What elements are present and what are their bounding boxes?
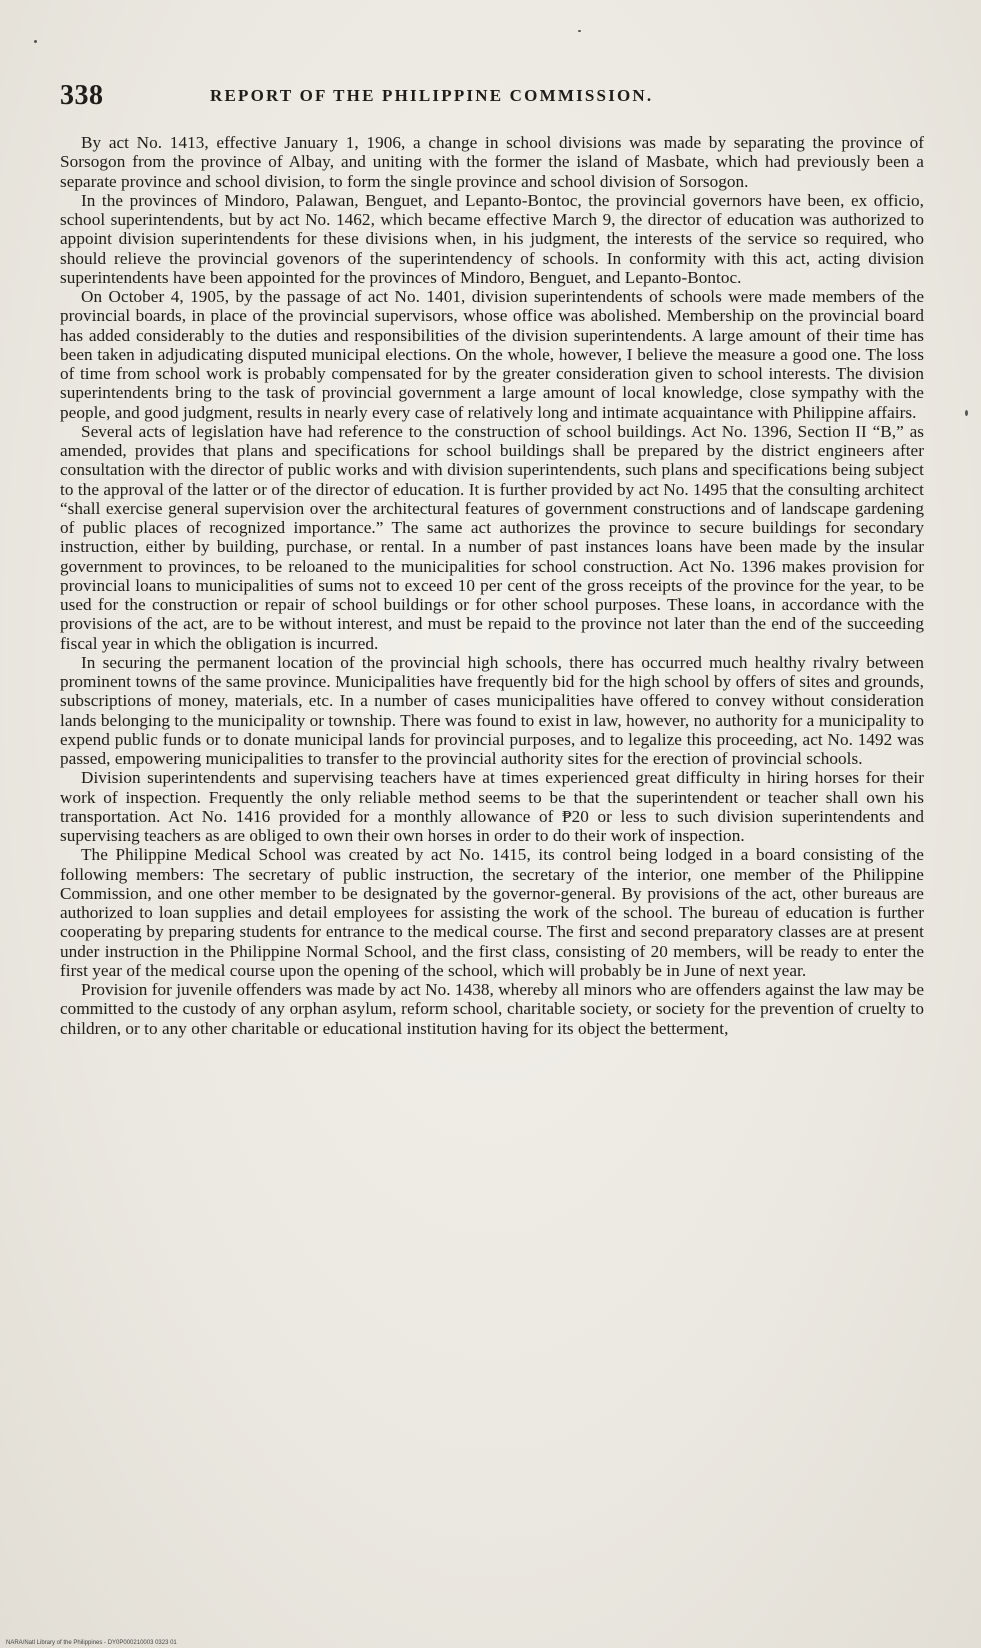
paragraph: The Philippine Medical School was created by act No. 1415, its control being lodged in a board consisting of the following members: The secretary of public instruction, the secretary of the interior, one member of the Philippine Commission, and one other member to be designated by the governor-general. By provisions of the act, other bureaus are authorized to loan supplies and detail employees for assisting the work of the school. The bureau of education is further cooperating by preparing students for entrance to the medical course. The first and second preparatory classes are at present under instruction in the Philippine Normal School, and the first class, consisting of 20 members, will be ready to enter the first year of the medical course upon the opening of the school, which will probably be in June of next year. xyxy=(60,845,924,980)
dust-speck xyxy=(965,410,968,416)
body-text xyxy=(60,133,924,1038)
dust-speck xyxy=(578,30,581,32)
dust-speck xyxy=(34,40,37,43)
paragraph: In securing the permanent location of the provincial high schools, there has occurred much healthy rivalry between prominent towns of the same province. Municipalities have frequently bid for the high school by offers of sites and grounds, subscriptions of money, materials, etc. In a number of cases municipalities have offered to convey without consideration lands belonging to the municipality or township. There was found to exist in law, however, no authority for a municipality to expend public funds or to donate municipal lands for provincial purposes, and to legalize this proceeding, act No. 1492 was passed, empowering municipalities to transfer to the provincial authority sites for the erection of provincial schools. xyxy=(60,652,924,768)
scan-footer xyxy=(0,1638,981,1648)
paragraph: By act No. 1413, effective January 1, 1906, a change in school divisions was made by separating the province of Sorsogon from the province of Albay, and uniting with the former the island of Masbate, which had previously been a separate province and school division, to form the single province and school division of Sorsogon. xyxy=(60,133,924,191)
paragraph: In the provinces of Mindoro, Palawan, Benguet, and Lepanto-Bontoc, the provincial governors have been, ex officio, school superintendents, but by act No. 1462, which became effective March 9, the director of education was authorized to appoint division superintendents for these divisions when, in his judgment, the interests of the service so required, who should relieve the provincial govenors of the superintendency of schools. In conformity with this act, acting division superintendents have been appointed for the provinces of Mindoro, Benguet, and Lepanto-Bontoc. xyxy=(60,190,924,287)
paragraph: Provision for juvenile offenders was made by act No. 1438, whereby all minors who are offenders against the law may be committed to the custody of any orphan asylum, reform school, charitable society, or society for the prevention of cruelty to children, or to any other charitable or educational institution having for its object the betterment, xyxy=(60,980,924,1038)
paragraph: Division superintendents and supervising teachers have at times experienced great difficulty in hiring horses for their work of inspection. Frequently the only reliable method seems to be that the superintendent or teacher shall own his transportation. Act No. 1416 provided for a monthly allowance of ₱20 or less to such division superintendents and supervising teachers as are obliged to own their own horses in order to do their work of inspection. xyxy=(60,768,924,845)
page-header xyxy=(60,80,760,114)
paragraph: On October 4, 1905, by the passage of act No. 1401, division superintendents of schools were made members of the provincial boards, in place of the provincial supervisors, whose office was abolished. Membership on the provincial board has added considerably to the duties and responsibilities of the division superintendents. A large amount of their time has been taken in adjudicating disputed municipal elections. On the whole, however, I believe the measure a good one. The loss of time from school work is probably compensated for by the greater consideration given to school interests. The division superintendents bring to the task of provincial government a large amount of local knowledge, close sympathy with the people, and good judgment, results in nearly every case of relatively long and intimate acquaintance with Philippine affairs. xyxy=(60,287,924,422)
page-number: 338 xyxy=(60,80,104,111)
paragraph: Several acts of legislation have had reference to the construction of school buildings. Act No. 1396, Section II “B,” as amended, provides that plans and specifications for school buildings shall be prepared by the district engineers after consultation with the director of public works and with division superintendents, such plans and specifications being subject to the approval of the latter or of the director of education. It is further provided by act No. 1495 that the consulting architect “shall exercise general supervision over the architectural features of government constructions and of landscape gardening of public places of recognized importance.” The same act authorizes the province to secure buildings for secondary instruction, either by building, purchase, or rental. In a number of past instances loans have been made by the insular government to provinces, to be reloaned to the municipalities for school construction. Act No. 1396 makes provision for provincial loans to municipalities of sums not to exceed 10 per cent of the gross receipts of the province for the year, to be used for the construction or repair of school buildings or for other school purposes. These loans, in accordance with the provisions of the act, are to be without interest, and must be repaid to the province not later than the end of the succeeding fiscal year in which the obligation is incurred. xyxy=(60,421,924,653)
running-head: REPORT OF THE PHILIPPINE COMMISSION. xyxy=(210,86,654,105)
scan-footer-text: NARA/Natl Library of the Philippines - DY0P000210003 0323 01 xyxy=(6,1640,177,1646)
